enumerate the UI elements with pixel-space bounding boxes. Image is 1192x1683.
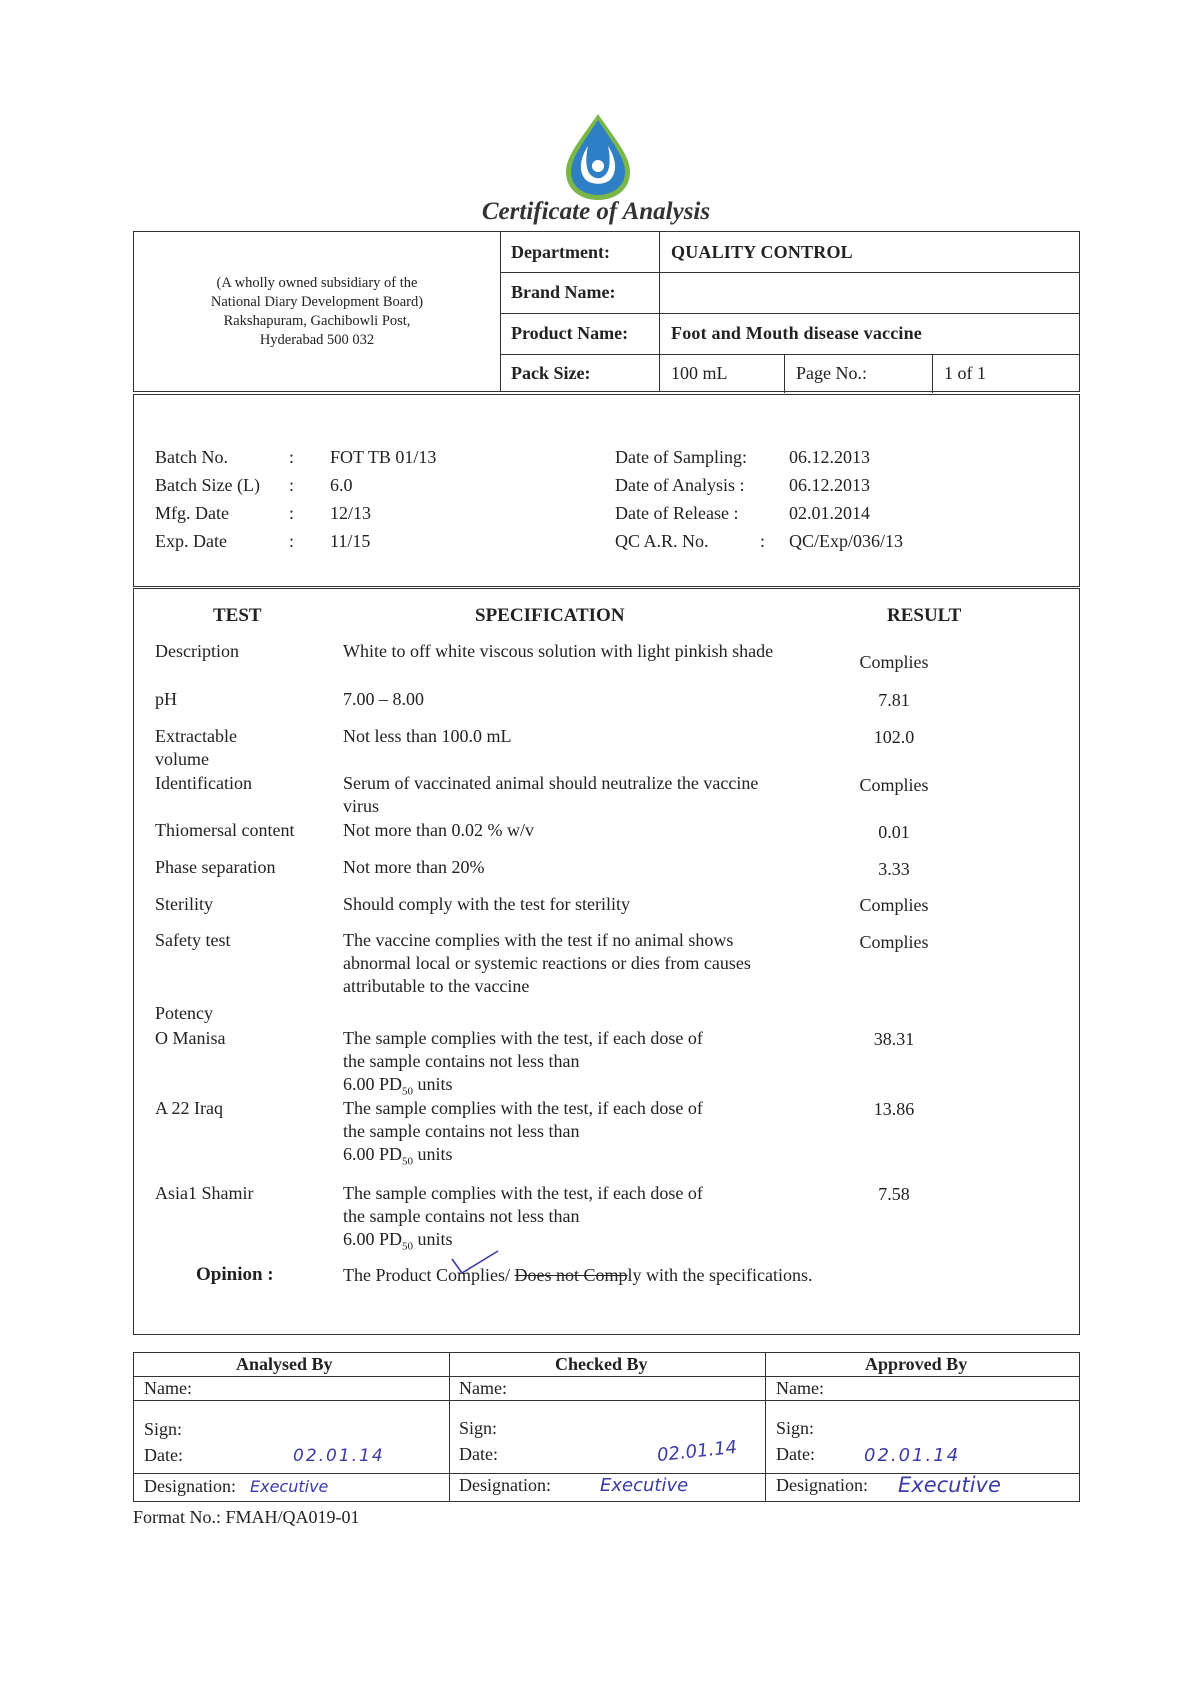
test-spec: The vaccine complies with the test if no animal shows abnormal local or systemic reactions or dies from causes attributable to the vaccine [343, 930, 751, 996]
test-spec: 7.00 – 8.00 [343, 689, 424, 709]
test-spec: Not less than 100.0 mL [343, 726, 512, 746]
address-line: (A wholly owned subsidiary of the [216, 274, 418, 291]
test-result: 7.81 [878, 690, 910, 710]
checked-date-handwritten: 02.01.14 [656, 1436, 739, 1467]
product-label: Product Name: [511, 323, 629, 343]
pack-size-value: 100 mL [671, 363, 728, 383]
test-name: Phase separation [155, 857, 276, 877]
analysed-date-handwritten: 02.01.14 [293, 1446, 385, 1466]
test-name: Safety test [155, 930, 231, 950]
qc-ar-label: QC A.R. No. [615, 531, 709, 551]
company-logo [558, 110, 638, 202]
address-line: Hyderabad 500 032 [259, 331, 375, 348]
designation-label: Designation: [459, 1475, 551, 1495]
potency-spec: The sample complies with the test, if each dose of the sample contains not less than 6.00 $PD_{50}$ units [343, 1028, 703, 1098]
release-date-label: Date of Release : [615, 503, 739, 523]
test-result: 3.33 [878, 859, 910, 879]
test-result: 0.01 [878, 822, 910, 842]
brand-label: Brand Name: [511, 282, 616, 302]
test-name: Thiomersal content [155, 820, 295, 840]
result-column-heading: RESULT [887, 605, 962, 626]
test-column-heading: TEST [213, 605, 262, 626]
test-result: Complies [859, 895, 929, 915]
analysed-by-heading: Analysed By [236, 1354, 333, 1374]
department-value: QUALITY CONTROL [671, 241, 853, 262]
department-label: Department: [511, 241, 610, 262]
sign-label: Sign: [459, 1418, 498, 1438]
tick-mark [450, 1249, 500, 1277]
potency-result: 38.31 [873, 1029, 915, 1049]
name-label: Name: [776, 1378, 824, 1398]
mfg-date-label: Mfg. Date [155, 503, 229, 523]
approved-designation-handwritten: Executive [898, 1473, 1001, 1497]
test-name: Identification [155, 773, 252, 793]
date-label: Date: [776, 1444, 815, 1464]
potency-result: 13.86 [873, 1099, 915, 1119]
opinion-label: Opinion : [196, 1264, 274, 1285]
batch-size-label: Batch Size (L) [155, 475, 260, 495]
exp-date-label: Exp. Date [155, 531, 227, 551]
address-line: Rakshapuram, Gachibowli Post, [223, 312, 411, 329]
sampling-date-label: Date of Sampling: [615, 447, 747, 467]
test-spec: Should comply with the test for sterility [343, 894, 630, 914]
batch-size-value: 6.0 [330, 475, 353, 495]
release-date-value: 02.01.2014 [789, 503, 870, 523]
qc-ar-colon: : [760, 531, 766, 551]
test-result: Complies [859, 775, 929, 795]
approved-by-heading: Approved By [865, 1354, 968, 1374]
company-address [134, 232, 500, 391]
name-label: Name: [144, 1378, 192, 1398]
test-spec: Not more than 0.02 % w/v [343, 820, 534, 840]
potency-spec: The sample complies with the test, if each dose of the sample contains not less than 6.00 $PD_{50}$ units [343, 1183, 703, 1253]
exp-date-value: 11/15 [330, 531, 371, 551]
qc-ar-value: QC/Exp/036/13 [789, 531, 904, 551]
test-result: Complies [859, 932, 929, 952]
name-label: Name: [459, 1378, 507, 1398]
checked-by-heading: Checked By [555, 1354, 648, 1374]
test-name: pH [155, 689, 177, 709]
mfg-date-value: 12/13 [330, 503, 372, 523]
opinion-text: The Product Complies/ Does not Comply with the specifications. [343, 1265, 813, 1285]
checked-designation-handwritten: Executive [600, 1475, 689, 1496]
document-title: Certificate of Analysis [481, 198, 711, 225]
potency-result: 7.58 [878, 1184, 910, 1204]
sign-label: Sign: [776, 1418, 815, 1438]
potency-spec: The sample complies with the test, if each dose of the sample contains not less than 6.00 $PD_{50}$ units [343, 1098, 703, 1168]
pack-size-label: Pack Size: [511, 363, 591, 383]
batch-no-value: FOT TB 01/13 [330, 447, 437, 467]
specification-column-heading: SPECIFICATION [475, 605, 625, 626]
test-result: Complies [859, 652, 929, 672]
page-no-value: 1 of 1 [944, 363, 986, 383]
test-result: 102.0 [873, 727, 915, 747]
designation-label: Designation: [144, 1476, 236, 1496]
batch-no-label: Batch No. [155, 447, 228, 467]
date-label: Date: [459, 1444, 498, 1464]
test-spec: White to off white viscous solution with light pinkish shade [343, 641, 774, 661]
designation-label: Designation: [776, 1475, 868, 1495]
sampling-date-value: 06.12.2013 [789, 447, 870, 467]
format-number: Format No.: FMAH/QA019-01 [133, 1507, 360, 1527]
analysed-designation-handwritten: Executive [250, 1477, 329, 1496]
test-name: Sterility [155, 894, 213, 914]
test-spec: Not more than 20% [343, 857, 485, 877]
potency-strain-name: Asia1 Shamir [155, 1183, 254, 1203]
potency-strain-name: A 22 Iraq [155, 1098, 223, 1118]
sign-label: Sign: [144, 1419, 183, 1439]
test-name: Description [155, 641, 239, 661]
address-line: National Diary Development Board) [210, 293, 424, 310]
page-no-label: Page No.: [796, 363, 867, 383]
potency-heading: Potency [155, 1003, 213, 1023]
header-box [133, 231, 1080, 392]
signature-table [133, 1352, 1080, 1502]
potency-strain-name: O Manisa [155, 1028, 226, 1048]
analysis-date-label: Date of Analysis : [615, 475, 745, 495]
date-label: Date: [144, 1445, 183, 1465]
analysis-date-value: 06.12.2013 [789, 475, 870, 495]
test-spec: Serum of vaccinated animal should neutralize the vaccine virus [343, 773, 759, 816]
approved-date-handwritten: 02.01.14 [864, 1445, 961, 1466]
tests-box [133, 588, 1080, 1335]
product-value: Foot and Mouth disease vaccine [671, 323, 922, 343]
batch-info-box: Batch No. Batch Size (L) Mfg. Date Exp. Date : : : : FOT TB 01/13 6.0 12/13 11/15 Date of Sampling: Date of Analysis : Date of Release : QC A.R. No. : 06.12.2013 06.12.2013 02.01.2014 QC/Exp/036/13 [133, 394, 1080, 587]
test-name: Extractable volume [155, 726, 237, 769]
